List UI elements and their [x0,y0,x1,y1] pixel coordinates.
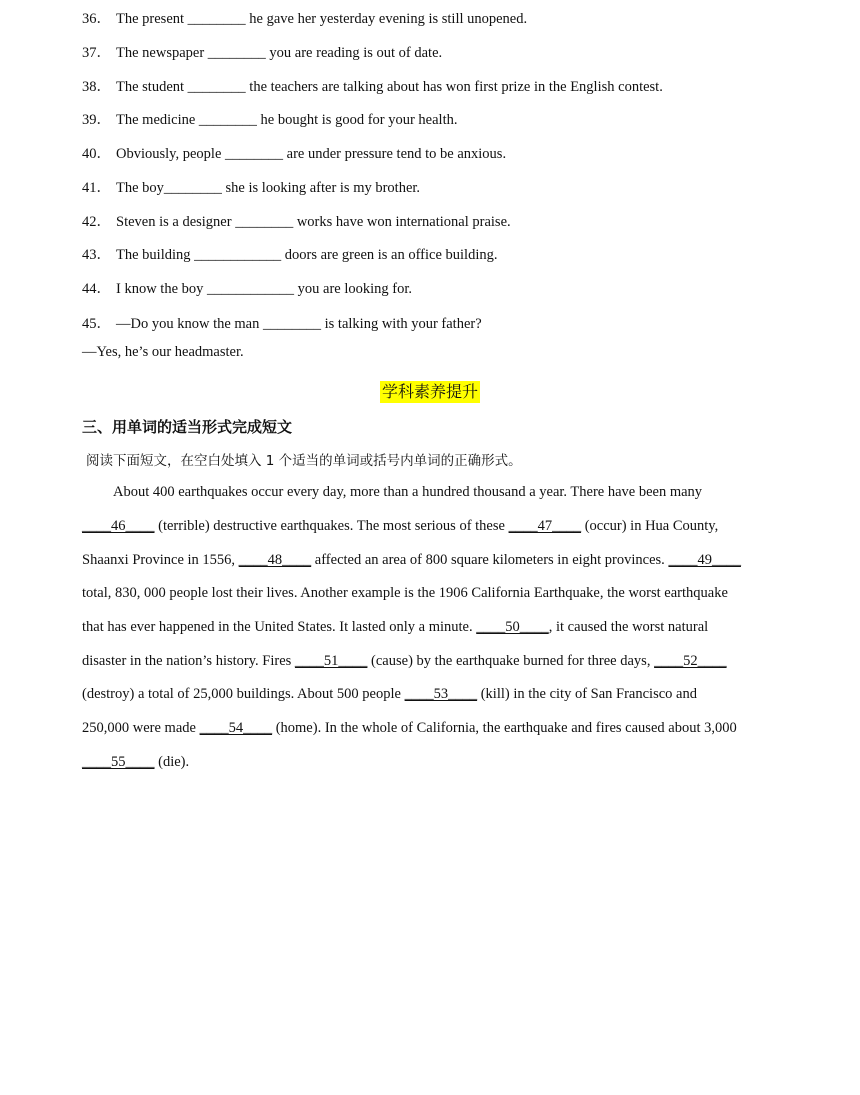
question-39 [82,111,458,129]
question-text: —Do you know the man ________ is talking with your father? [116,316,482,332]
passage-line-8 [82,719,737,737]
question-text: The present ________ he gave her yesterday evening is still unopened. [116,11,528,27]
question-38 [82,78,663,96]
instruction-text: 阅读下面短文，在空白处填入 1 个适当的单词或括号内单词的正确形式。 [86,453,522,469]
passage-text: , it caused the worst natural [548,619,709,635]
question-45 [82,315,482,333]
banner-container [0,381,860,403]
blank-55: ____55____ [82,754,155,770]
blank-54: ____54____ [199,720,273,736]
passage-line-9 [82,753,189,771]
passage-text: (terrible) destructive earthquakes. The most serious of these [154,518,509,534]
passage-text: (destroy) a total of 25,000 buildings. About 500 people [82,686,405,702]
question-text: The boy________ she is looking after is my brother. [116,180,421,196]
question-text: The medicine ________ he bought is good for your health. [116,112,458,128]
question-number: 40． [82,146,111,162]
blank-52: ____52____ [654,653,727,669]
question-number: 36． [82,11,111,27]
passage-line-6 [82,652,727,670]
blank-51: ____51____ [294,653,368,669]
question-text: The building ____________ doors are green is an office building. [116,247,498,263]
blank-53: ____53____ [404,686,478,702]
question-number: 44． [82,281,111,297]
question-44 [82,280,412,298]
blank-47: ____47____ [508,518,582,534]
passage-text: 250,000 were made [82,720,200,736]
passage-text: (cause) by the earthquake burned for three days, [367,653,655,669]
passage-line-1: About 400 earthquakes occur every day, more than a hundred thousand a year. There have been many [113,484,703,500]
question-37 [82,44,442,62]
question-number: 42． [82,214,111,230]
question-number: 39． [82,112,111,128]
passage-text: (kill) in the city of San Francisco and [477,686,697,702]
passage-text: that has ever happened in the United States. It lasted only a minute. [82,619,477,635]
question-text: The newspaper ________ you are reading is out of date. [116,45,443,61]
passage-text: (die). [154,754,190,770]
question-36 [82,10,527,28]
passage-line-4: total, 830, 000 people lost their lives. Another example is the 1906 California Earthquake, the worst earthquake [82,585,728,601]
passage-text: disaster in the nation’s history. Fires [82,653,295,669]
question-text: The student ________ the teachers are talking about has won first prize in the English contest. [116,79,663,95]
question-40 [82,145,506,163]
section-title: 三、用单词的适当形式完成短文 [82,418,293,436]
passage-line-7 [82,685,697,703]
question-45-reply: —Yes, he’s our headmaster. [82,344,244,360]
passage-line-2 [82,517,718,535]
question-number: 43． [82,247,111,263]
blank-50: ____50____ [476,619,549,635]
blank-46: ____46____ [82,518,155,534]
question-number: 41． [82,180,111,196]
question-41 [82,179,420,197]
blank-49: ____49____ [668,552,741,568]
passage-line-5 [82,618,708,636]
question-42 [82,213,511,231]
passage-text: affected an area of 800 square kilometers in eight provinces. [311,552,669,568]
question-43 [82,246,498,264]
blank-48: ____48____ [238,552,312,568]
question-number: 37． [82,45,111,61]
question-text: Steven is a designer ________ works have won international praise. [116,214,511,230]
passage-line-3 [82,551,741,569]
question-text: Obviously, people ________ are under pressure tend to be anxious. [116,146,507,162]
passage-text: Shaanxi Province in 1556, [82,552,239,568]
passage-text: (home). In the whole of California, the earthquake and fires caused about 3,000 [272,720,737,736]
section-banner: 学科素养提升 [381,382,478,401]
question-number: 45． [82,316,111,332]
passage-text: (occur) in Hua County, [581,518,719,534]
question-text: I know the boy ____________ you are looking for. [116,281,413,297]
question-number: 38． [82,79,111,95]
